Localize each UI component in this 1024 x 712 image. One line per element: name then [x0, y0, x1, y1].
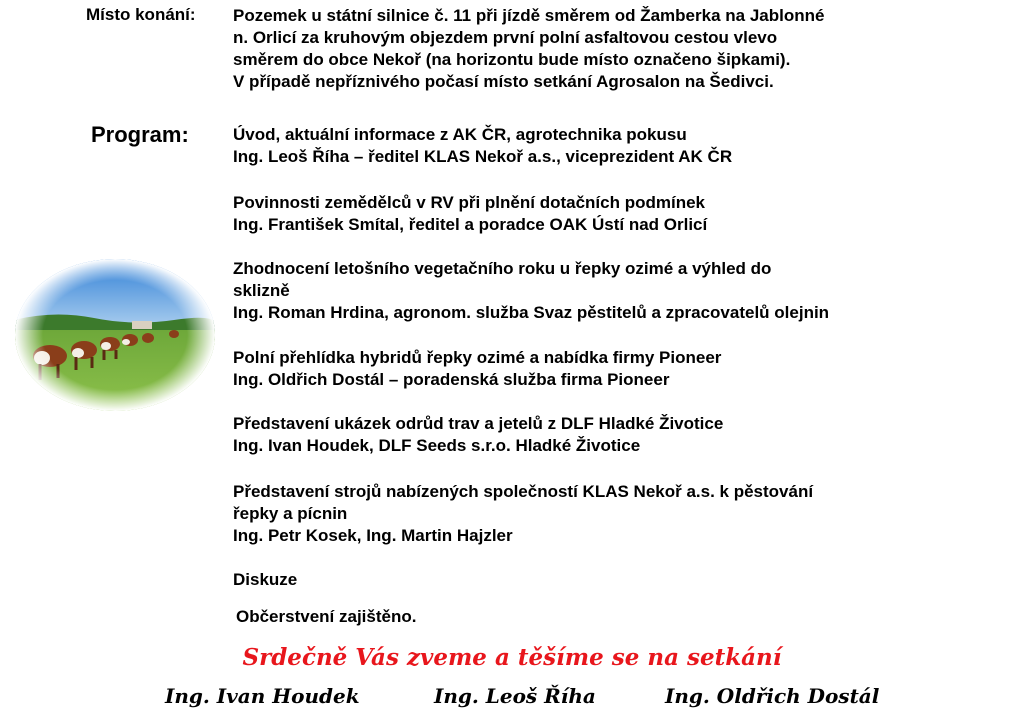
program-item — [233, 569, 297, 591]
program-item-line: řepky a pícnin — [233, 504, 348, 523]
program-item — [233, 192, 707, 236]
program-item-line: Úvod, aktuální informace z AK ČR, agrotechnika pokusu — [233, 125, 687, 144]
venue-label: Místo konání: — [86, 5, 196, 24]
venue-line: V případě nepříznivého počasí místo setkání Agrosalon na Šedivci. — [233, 72, 774, 91]
signature: Ing. Ivan Houdek — [165, 684, 360, 708]
closing-invitation: Srdečně Vás zveme a těšíme se na setkání — [242, 644, 782, 671]
program-item-line: Ing. Petr Kosek, Ing. Martin Hajzler — [233, 526, 513, 545]
cows-pasture-photo — [14, 258, 216, 412]
program-item-line: Občerstvení zajištěno. — [236, 607, 417, 626]
program-item-line: Zhodnocení letošního vegetačního roku u řepky ozimé a výhled do — [233, 259, 772, 278]
program-item-line: Ing. František Smítal, ředitel a poradce OAK Ústí nad Orlicí — [233, 215, 708, 234]
program-item-line: Polní přehlídka hybridů řepky ozimé a nabídka firmy Pioneer — [233, 348, 722, 367]
program-item-line: Představení ukázek odrůd trav a jetelů z DLF Hladké Životice — [233, 414, 724, 433]
venue-line: Pozemek u státní silnice č. 11 při jízdě směrem od Žamberka na Jablonné — [233, 6, 825, 25]
venue-description — [233, 5, 824, 93]
program-item — [233, 258, 829, 324]
program-item — [236, 606, 416, 628]
program-item-line: Diskuze — [233, 570, 298, 589]
venue-line: směrem do obce Nekoř (na horizontu bude místo označeno šipkami). — [233, 50, 791, 69]
program-item-line: Ing. Roman Hrdina, agronom. služba Svaz pěstitelů a zpracovatelů olejnin — [233, 303, 830, 322]
program-item-line: Ing. Ivan Houdek, DLF Seeds s.r.o. Hladké Životice — [233, 436, 641, 455]
program-item-line: Povinnosti zemědělců v RV při plnění dotačních podmínek — [233, 193, 705, 212]
program-item — [233, 347, 721, 391]
signature: Ing. Leoš Říha — [434, 684, 596, 708]
program-item-line: Představení strojů nabízených společností KLAS Nekoř a.s. k pěstování — [233, 482, 814, 501]
program-item — [233, 481, 813, 547]
program-item — [233, 413, 723, 457]
signature: Ing. Oldřich Dostál — [665, 684, 880, 708]
program-item-line: Ing. Oldřich Dostál – poradenská služba firma Pioneer — [233, 370, 670, 389]
program-item — [233, 124, 732, 168]
venue-line: n. Orlicí za kruhovým objezdem první polní asfaltovou cestou vlevo — [233, 28, 778, 47]
program-item-line: Ing. Leoš Říha – ředitel KLAS Nekoř a.s., viceprezident AK ČR — [233, 147, 733, 166]
program-item-line: sklizně — [233, 281, 290, 300]
program-label: Program: — [91, 122, 189, 147]
